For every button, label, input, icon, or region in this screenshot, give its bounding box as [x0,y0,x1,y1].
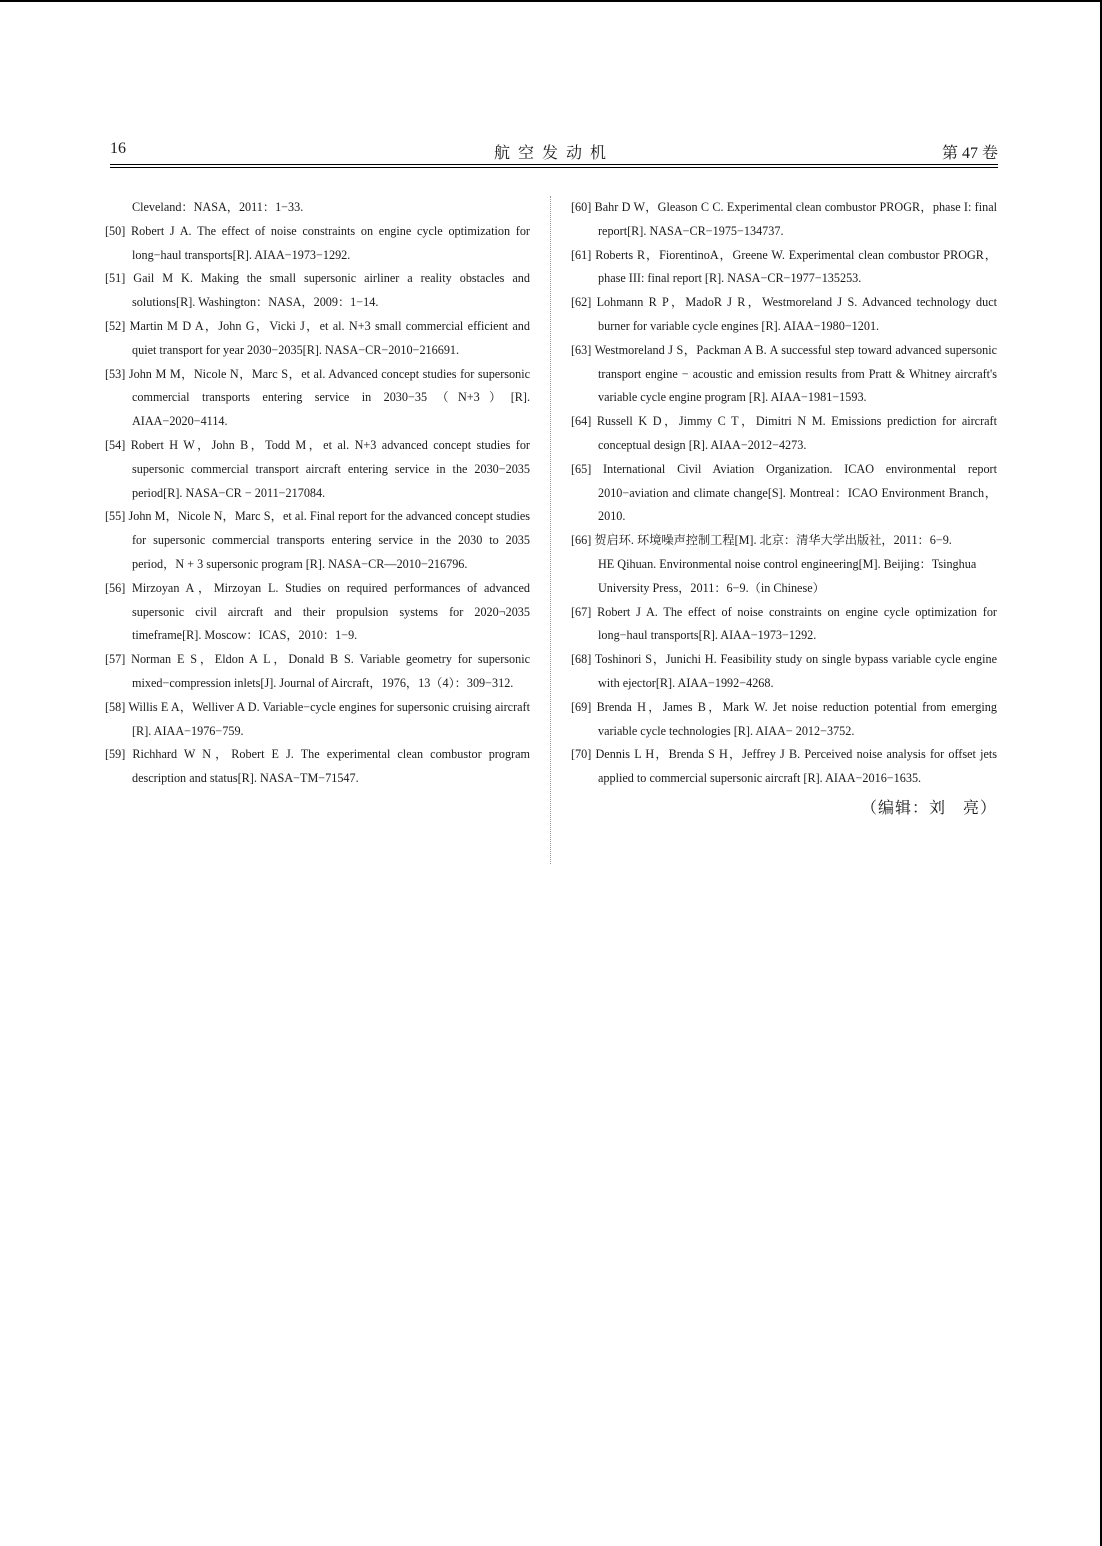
reference-53: [53] John M M，Nicole N，Marc S，et al. Advanced concept studies for supersonic commercial transports entering service in 2030−35（N+3）[R]. AIAA−2020−4114. [105,366,530,429]
reference-54: [54] Robert H W，John B，Todd M，et al. N+3 advanced concept studies for supersonic commercial transport aircraft entering service in the 2030−2035 period[R]. NASA−CR − 2011−217084. [105,437,530,500]
reference-59: [59] Richhard W N，Robert E J. The experimental clean combustor program description and status[R]. NASA−TM−71547. [105,747,530,786]
reference-58: [58] Willis E A，Welliver A D. Variable−cycle engines for supersonic cruising aircraft [R]. AIAA−1976−759. [105,699,530,738]
reference-52: [52] Martin M D A，John G，Vicki J，et al. N+3 small commercial efficient and quiet transport for year 2030−2035[R]. NASA−CR−2010−216691. [105,318,530,357]
editor-note: （编辑：刘 亮） [860,799,997,817]
page-header [110,140,998,164]
reference-66-translation: HE Qihuan. Environmental noise control engineering[M]. Beijing：Tsinghua University Press，2011：6−9.（in Chinese） [598,556,977,595]
reference-69: [69] Brenda H，James B，Mark W. Jet noise reduction potential from emerging variable cycle technologies [R]. AIAA− 2012−3752. [571,699,997,738]
reference-62: [62] Lohmann R P，MadoR J R，Westmoreland J S. Advanced technology duct burner for variable cycle engines [R]. AIAA−1980−1201. [571,295,997,333]
reference-continuation: Cleveland：NASA，2011：1−33. [132,200,304,214]
left-column [105,196,530,791]
reference-51: [51] Gail M K. Making the small supersonic airliner a reality obstacles and solutions[R]. Washington：NASA，2009：1−14. [105,271,530,310]
right-column [571,196,997,821]
reference-56: [56] Mirzoyan A，Mirzoyan L. Studies on required performances of advanced supersonic civil aircraft and their propulsion systems for 2020¬2035 timeframe[R]. Moscow：ICAS，2010：1−9. [105,580,530,643]
reference-55: [55] John M，Nicole N，Marc S，et al. Final report for the advanced concept studies for supersonic commercial transports entering service in the 2030 to 2035 period，N + 3 supersonic program [R]. NASA−CR—2010−216796. [105,509,530,571]
page-number: 16 [110,140,126,157]
header-rule-bottom [110,167,998,168]
journal-title: 航空发动机 [493,145,614,162]
reference-64: [64] Russell K D，Jimmy C T，Dimitri N M. Emissions prediction for aircraft conceptual design [R]. AIAA−2012−4273. [571,414,997,452]
reference-70: [70] Dennis L H，Brenda S H，Jeffrey J B. Perceived noise analysis for offset jets applied to commercial supersonic aircraft [R]. AIAA−2016−1635. [571,747,997,786]
reference-66: [66] 贺启环. 环境噪声控制工程[M]. 北京：清华大学出版社，2011：6−9. [571,533,952,548]
reference-60: [60] Bahr D W，Gleason C C. Experimental clean combustor PROGR，phase I: final report[R]. NASA−CR−1975−134737. [571,200,997,238]
volume-label: 第 47 卷 [941,145,998,162]
reference-63: [63] Westmoreland J S，Packman A B. A successful step toward advanced supersonic transport engine − acoustic and emission results from Pratt & Whitney aircraft's variable cycle engine program [R]. AIAA−1981−1593. [571,342,997,405]
column-divider [550,196,551,864]
reference-67: [67] Robert J A. The effect of noise constraints on engine cycle optimization for long−haul transports[R]. AIAA−1973−1292. [571,604,997,643]
reference-68: [68] Toshinori S，Junichi H. Feasibility study on single bypass variable cycle engine with ejector[R]. AIAA−1992−4268. [571,652,997,690]
header-rule-top [110,164,998,165]
reference-57: [57] Norman E S，Eldon A L，Donald B S. Variable geometry for supersonic mixed−compression inlets[J]. Journal of Aircraft，1976，13（4）：309−312. [105,652,530,690]
reference-61: [61] Roberts R，FiorentinoA，Greene W. Experimental clean combustor PROGR，phase III: final report [R]. NASA−CR−1977−135253. [571,247,997,286]
reference-50: [50] Robert J A. The effect of noise constraints on engine cycle optimization for long−haul transports[R]. AIAA−1973−1292. [105,223,530,262]
reference-65: [65] International Civil Aviation Organization. ICAO environmental report 2010−aviation and climate change[S]. Montreal：ICAO Environment Branch，2010. [571,461,997,524]
page-edge-top [0,0,1102,2]
